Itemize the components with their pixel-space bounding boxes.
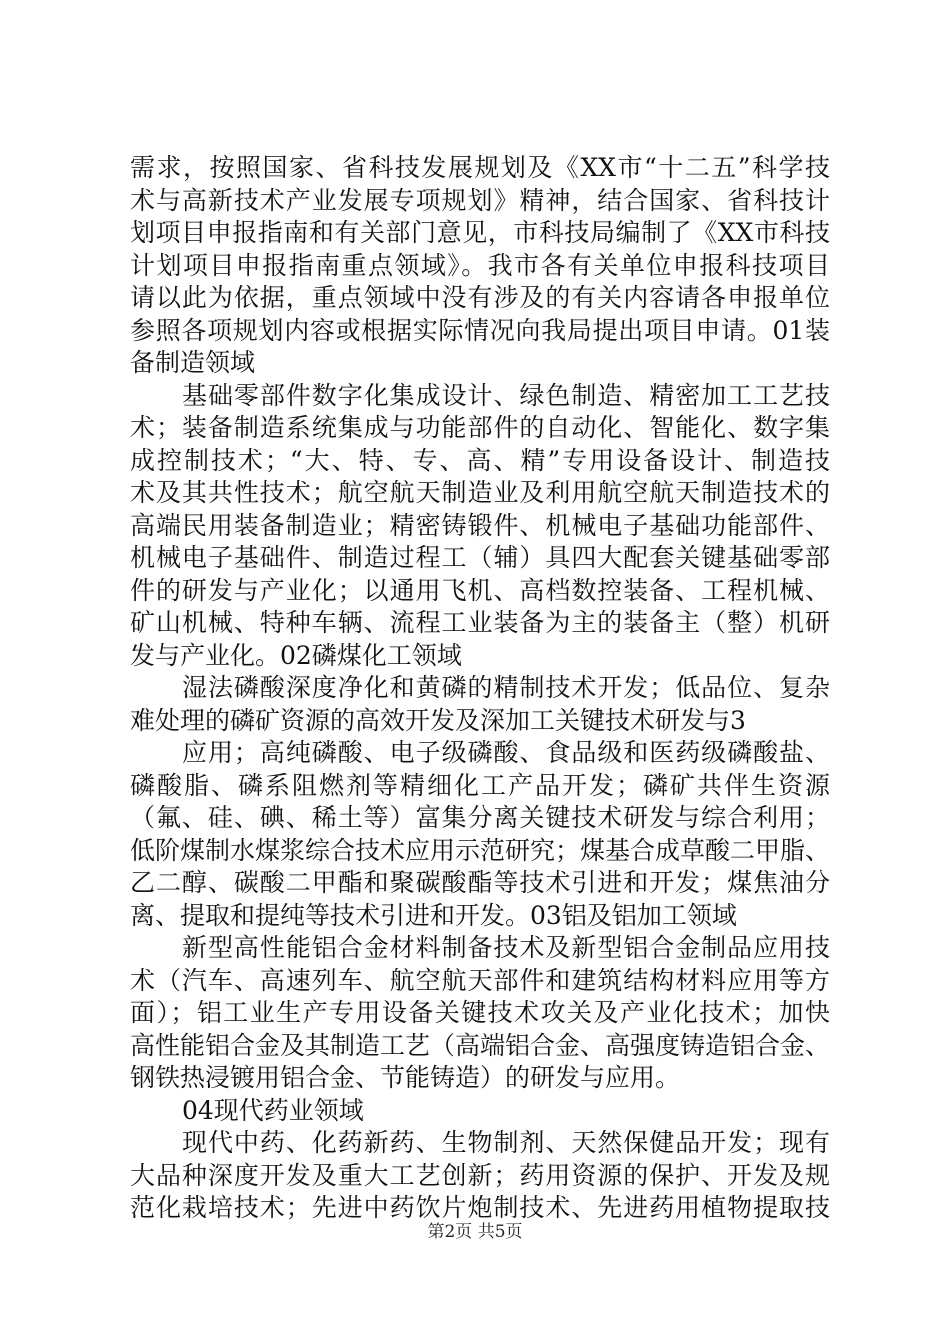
text-line: 术与高新技术产业发展专项规划》精神，结合国家、省科技计	[130, 185, 830, 215]
text-line: 件的研发与产业化；以通用飞机、高档数控装备、工程机械、	[130, 575, 830, 605]
text-line: 发与产业化。02磷煤化工领域	[130, 640, 462, 670]
text-line: 成控制技术；“大、特、专、高、精”专用设备设计、制造技	[130, 445, 830, 475]
text-line: 新型高性能铝合金材料制备技术及新型铝合金制品应用技	[182, 933, 830, 962]
text-line: 大品种深度开发及重大工艺创新；药用资源的保护、开发及规	[130, 1160, 830, 1190]
text-line: 备制造领域	[130, 348, 256, 377]
text-line: 需求，按照国家、省科技发展规划及《XX市“十二五”科学技	[130, 153, 830, 182]
page-footer	[0, 1217, 950, 1242]
text-line: 低阶煤制水煤浆综合技术应用示范研究；煤基合成草酸二甲脂、	[130, 835, 831, 865]
text-line: 参照各项规划内容或根据实际情况向我局提出项目申请。01装	[130, 315, 830, 345]
page-number: 第2页 共5页	[427, 1222, 523, 1242]
document-body	[130, 152, 830, 1225]
text-line: 湿法磷酸深度净化和黄磷的精制技术开发；低品位、复杂	[182, 673, 830, 702]
text-line: 乙二醇、碳酸二甲酯和聚碳酸酯等技术引进和开发；煤焦油分	[130, 868, 830, 897]
text-line: （氟、硅、碘、稀土等）富集分离关键技术研发与综合利用；	[130, 803, 830, 832]
text-line: 划项目申报指南和有关部门意见，市科技局编制了《XX市科技	[130, 218, 830, 247]
text-line: 离、提取和提纯等技术引进和开发。03铝及铝加工领域	[130, 900, 737, 930]
text-line: 术；装备制造系统集成与功能部件的自动化、智能化、数字集	[130, 413, 830, 442]
text-line: 磷酸脂、磷系阻燃剂等精细化工产品开发；磷矿共伴生资源	[130, 770, 830, 800]
text-line: 请以此为依据，重点领域中没有涉及的有关内容请各申报单位	[130, 283, 830, 312]
text-line: 范化栽培技术；先进中药饮片炮制技术、先进药用植物提取技	[130, 1193, 830, 1222]
text-line: 难处理的磷矿资源的高效开发及深加工关键技术研发与3	[130, 705, 746, 735]
text-line: 基础零部件数字化集成设计、绿色制造、精密加工工艺技	[182, 380, 830, 410]
text-line: 应用；高纯磷酸、电子级磷酸、食品级和医药级磷酸盐、	[182, 738, 830, 767]
text-line: 钢铁热浸镀用铝合金、节能铸造）的研发与应用。	[130, 1063, 681, 1092]
text-line: 面）；铝工业生产专用设备关键技术攻关及产业化技术；加快	[130, 998, 830, 1027]
text-line: 04现代药业领域	[182, 1095, 364, 1125]
text-line: 机械电子基础件、制造过程工（辅）具四大配套关键基础零部	[130, 543, 830, 572]
text-line: 术（汽车、高速列车、航空航天部件和建筑结构材料应用等方	[130, 965, 830, 995]
text-line: 高端民用装备制造业；精密铸锻件、机械电子基础功能部件、	[130, 510, 830, 540]
text-line: 现代中药、化药新药、生物制剂、天然保健品开发；现有	[182, 1128, 830, 1157]
text-line: 矿山机械、特种车辆、流程工业装备为主的装备主（整）机研	[130, 608, 830, 637]
text-line: 高性能铝合金及其制造工艺（高端铝合金、高强度铸造铝合金、	[130, 1030, 831, 1060]
text-line: 计划项目申报指南重点领域》。我市各有关单位申报科技项目	[130, 250, 830, 280]
text-line: 术及其共性技术；航空航天制造业及利用航空航天制造技术的	[130, 478, 830, 507]
